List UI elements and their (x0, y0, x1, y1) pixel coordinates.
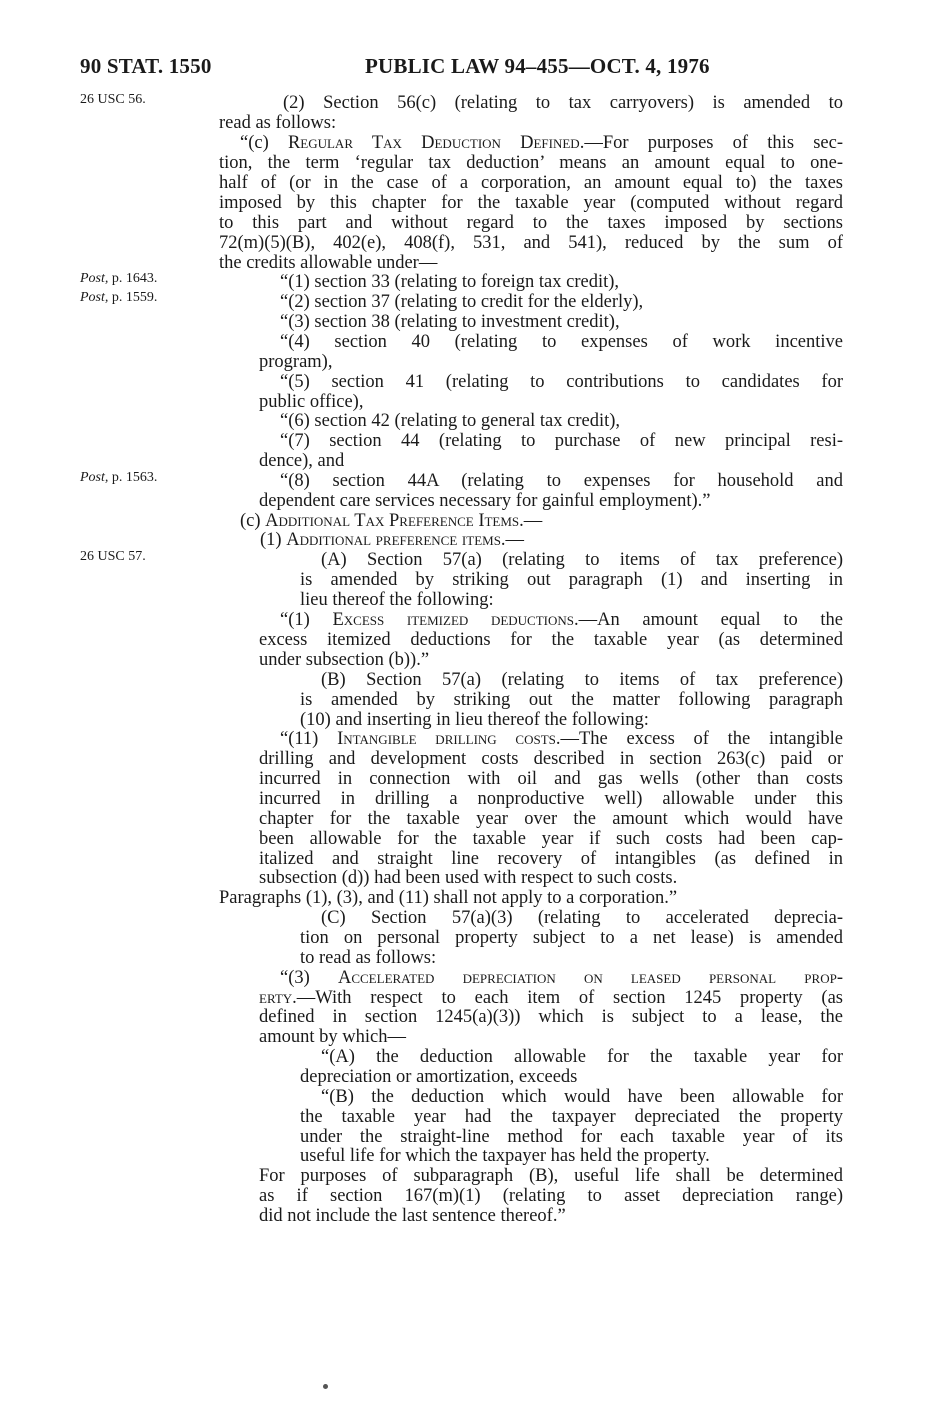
margin-note-post-1559: Post, p. 1559. (80, 290, 158, 305)
section-heading: Additional Tax Preference Items. (265, 511, 524, 531)
text-line: incurred in drilling a nonproductive well) allowable under this (259, 789, 843, 809)
text-line: Paragraphs (1), (3), and (11) shall not apply to a corporation.” (219, 888, 678, 908)
paragraph-heading: Accelerated depreciation on leased personal prop- (337, 968, 843, 988)
text-line: lieu thereof the following: (300, 590, 494, 610)
text-line: read as follows: (219, 113, 337, 133)
text-line: “(A) the deduction allowable for the taxable year for (321, 1047, 843, 1067)
text-line: (2) Section 56(c) (relating to tax carryovers) is amended to (283, 93, 843, 113)
text-line: “(3) Accelerated depreciation on leased personal prop- (280, 968, 843, 988)
margin-note-usc-57: 26 USC 57. (80, 549, 146, 564)
page-speck (323, 1384, 328, 1389)
text-line: is amended by striking out paragraph (1) and inserting in (300, 570, 843, 590)
text-line: italized and straight line recovery of intangibles (as defined in (259, 849, 843, 869)
text-line: incurred in connection with oil and gas wells (other than costs (259, 769, 843, 789)
text-line: been allowable for the taxable year if such costs had been cap- (259, 829, 843, 849)
text-line: dependent care services necessary for gainful employment).” (259, 491, 711, 511)
text-line: “(6) section 42 (relating to general tax credit), (280, 411, 621, 431)
text-line: did not include the last sentence thereof.” (259, 1206, 566, 1226)
text-line: chapter for the taxable year over the amount which would have (259, 809, 843, 829)
margin-note-usc-56: 26 USC 56. (80, 92, 146, 107)
text-line: “(3) section 38 (relating to investment credit), (280, 312, 620, 332)
text-line: the taxable year had the taxpayer depreciated the property (300, 1107, 843, 1127)
text-line: erty.—With respect to each item of section 1245 property (as (259, 988, 843, 1008)
text-line: For purposes of subparagraph (B), useful life shall be determined (259, 1166, 843, 1186)
section-heading: Regular Tax Deduction Defined. (287, 133, 585, 153)
text-line: 72(m)(5)(B), 402(e), 408(f), 531, and 541), reduced by the sum of (219, 233, 843, 253)
text-line: the credits allowable under— (219, 253, 438, 273)
statute-page-number: 90 STAT. 1550 (80, 54, 212, 78)
text-line: “(5) section 41 (relating to contributions to candidates for (280, 372, 843, 392)
text-line: (B) Section 57(a) (relating to items of tax preference) (321, 670, 843, 690)
text-line: “(4) section 40 (relating to expenses of work incentive (280, 332, 843, 352)
paragraph-heading: Excess itemized deductions. (332, 610, 579, 630)
text-line: dence), and (259, 451, 345, 471)
text-line: to this part and without regard to the taxes imposed by sections (219, 213, 843, 233)
text-line: under subsection (b)).” (259, 650, 430, 670)
text-line: drilling and development costs described in section 263(c) paid or (259, 749, 843, 769)
text-line: (1) Additional preference items.— (260, 530, 525, 550)
paragraph-heading: Intangible drilling costs. (337, 729, 561, 749)
text-line: amount by which— (259, 1027, 406, 1047)
text-line: subsection (d)) had been used with respect to such costs. (259, 868, 678, 888)
text-line: defined in section 1245(a)(3)) which is subject to a lease, the (259, 1007, 843, 1027)
text-line: tion, the term ‘regular tax deduction’ means an amount equal to one- (219, 153, 843, 173)
text-line: (C) Section 57(a)(3) (relating to accelerated deprecia- (321, 908, 843, 928)
text-line: public office), (259, 392, 364, 412)
text-line: excess itemized deductions for the taxable year (as determined (259, 630, 843, 650)
text-line: “(11) Intangible drilling costs.—The excess of the intangible (280, 729, 843, 749)
public-law-title: PUBLIC LAW 94–455—OCT. 4, 1976 (365, 54, 710, 78)
text-line: (10) and inserting in lieu thereof the following: (300, 710, 649, 730)
text-line: as if section 167(m)(1) (relating to asset depreciation range) (259, 1186, 843, 1206)
paragraph-heading: Additional preference items. (286, 530, 506, 550)
text-line: half of (or in the case of a corporation, an amount equal to) the taxes (219, 173, 843, 193)
text-line: “(B) the deduction which would have been allowable for (321, 1087, 843, 1107)
text-line: under the straight-line method for each taxable year of its (300, 1127, 843, 1147)
text-line: is amended by striking out the matter following paragraph (300, 690, 843, 710)
text-line: “(1) section 33 (relating to foreign tax credit), (280, 272, 620, 292)
page-header (0, 54, 945, 84)
text-line: “(c) Regular Tax Deduction Defined.—For purposes of this sec- (240, 133, 843, 153)
text-line: useful life for which the taxpayer has held the property. (300, 1146, 710, 1166)
text-line: “(7) section 44 (relating to purchase of new principal resi- (280, 431, 843, 451)
margin-note-post-1643: Post, p. 1643. (80, 271, 158, 286)
margin-note-post-1563: Post, p. 1563. (80, 470, 158, 485)
text-line: imposed by this chapter for the taxable year (computed without regard (219, 193, 843, 213)
text-line: tion on personal property subject to a net lease) is amended (300, 928, 843, 948)
text-line: program), (259, 352, 333, 372)
text-line: “(1) Excess itemized deductions.—An amount equal to the (280, 610, 843, 630)
text-line: to read as follows: (300, 948, 437, 968)
text-line: depreciation or amortization, exceeds (300, 1067, 578, 1087)
text-line: (A) Section 57(a) (relating to items of tax preference) (321, 550, 843, 570)
text-line: (c) Additional Tax Preference Items.— (240, 511, 543, 531)
text-line: “(8) section 44A (relating to expenses for household and (280, 471, 843, 491)
text-line: “(2) section 37 (relating to credit for the elderly), (280, 292, 644, 312)
